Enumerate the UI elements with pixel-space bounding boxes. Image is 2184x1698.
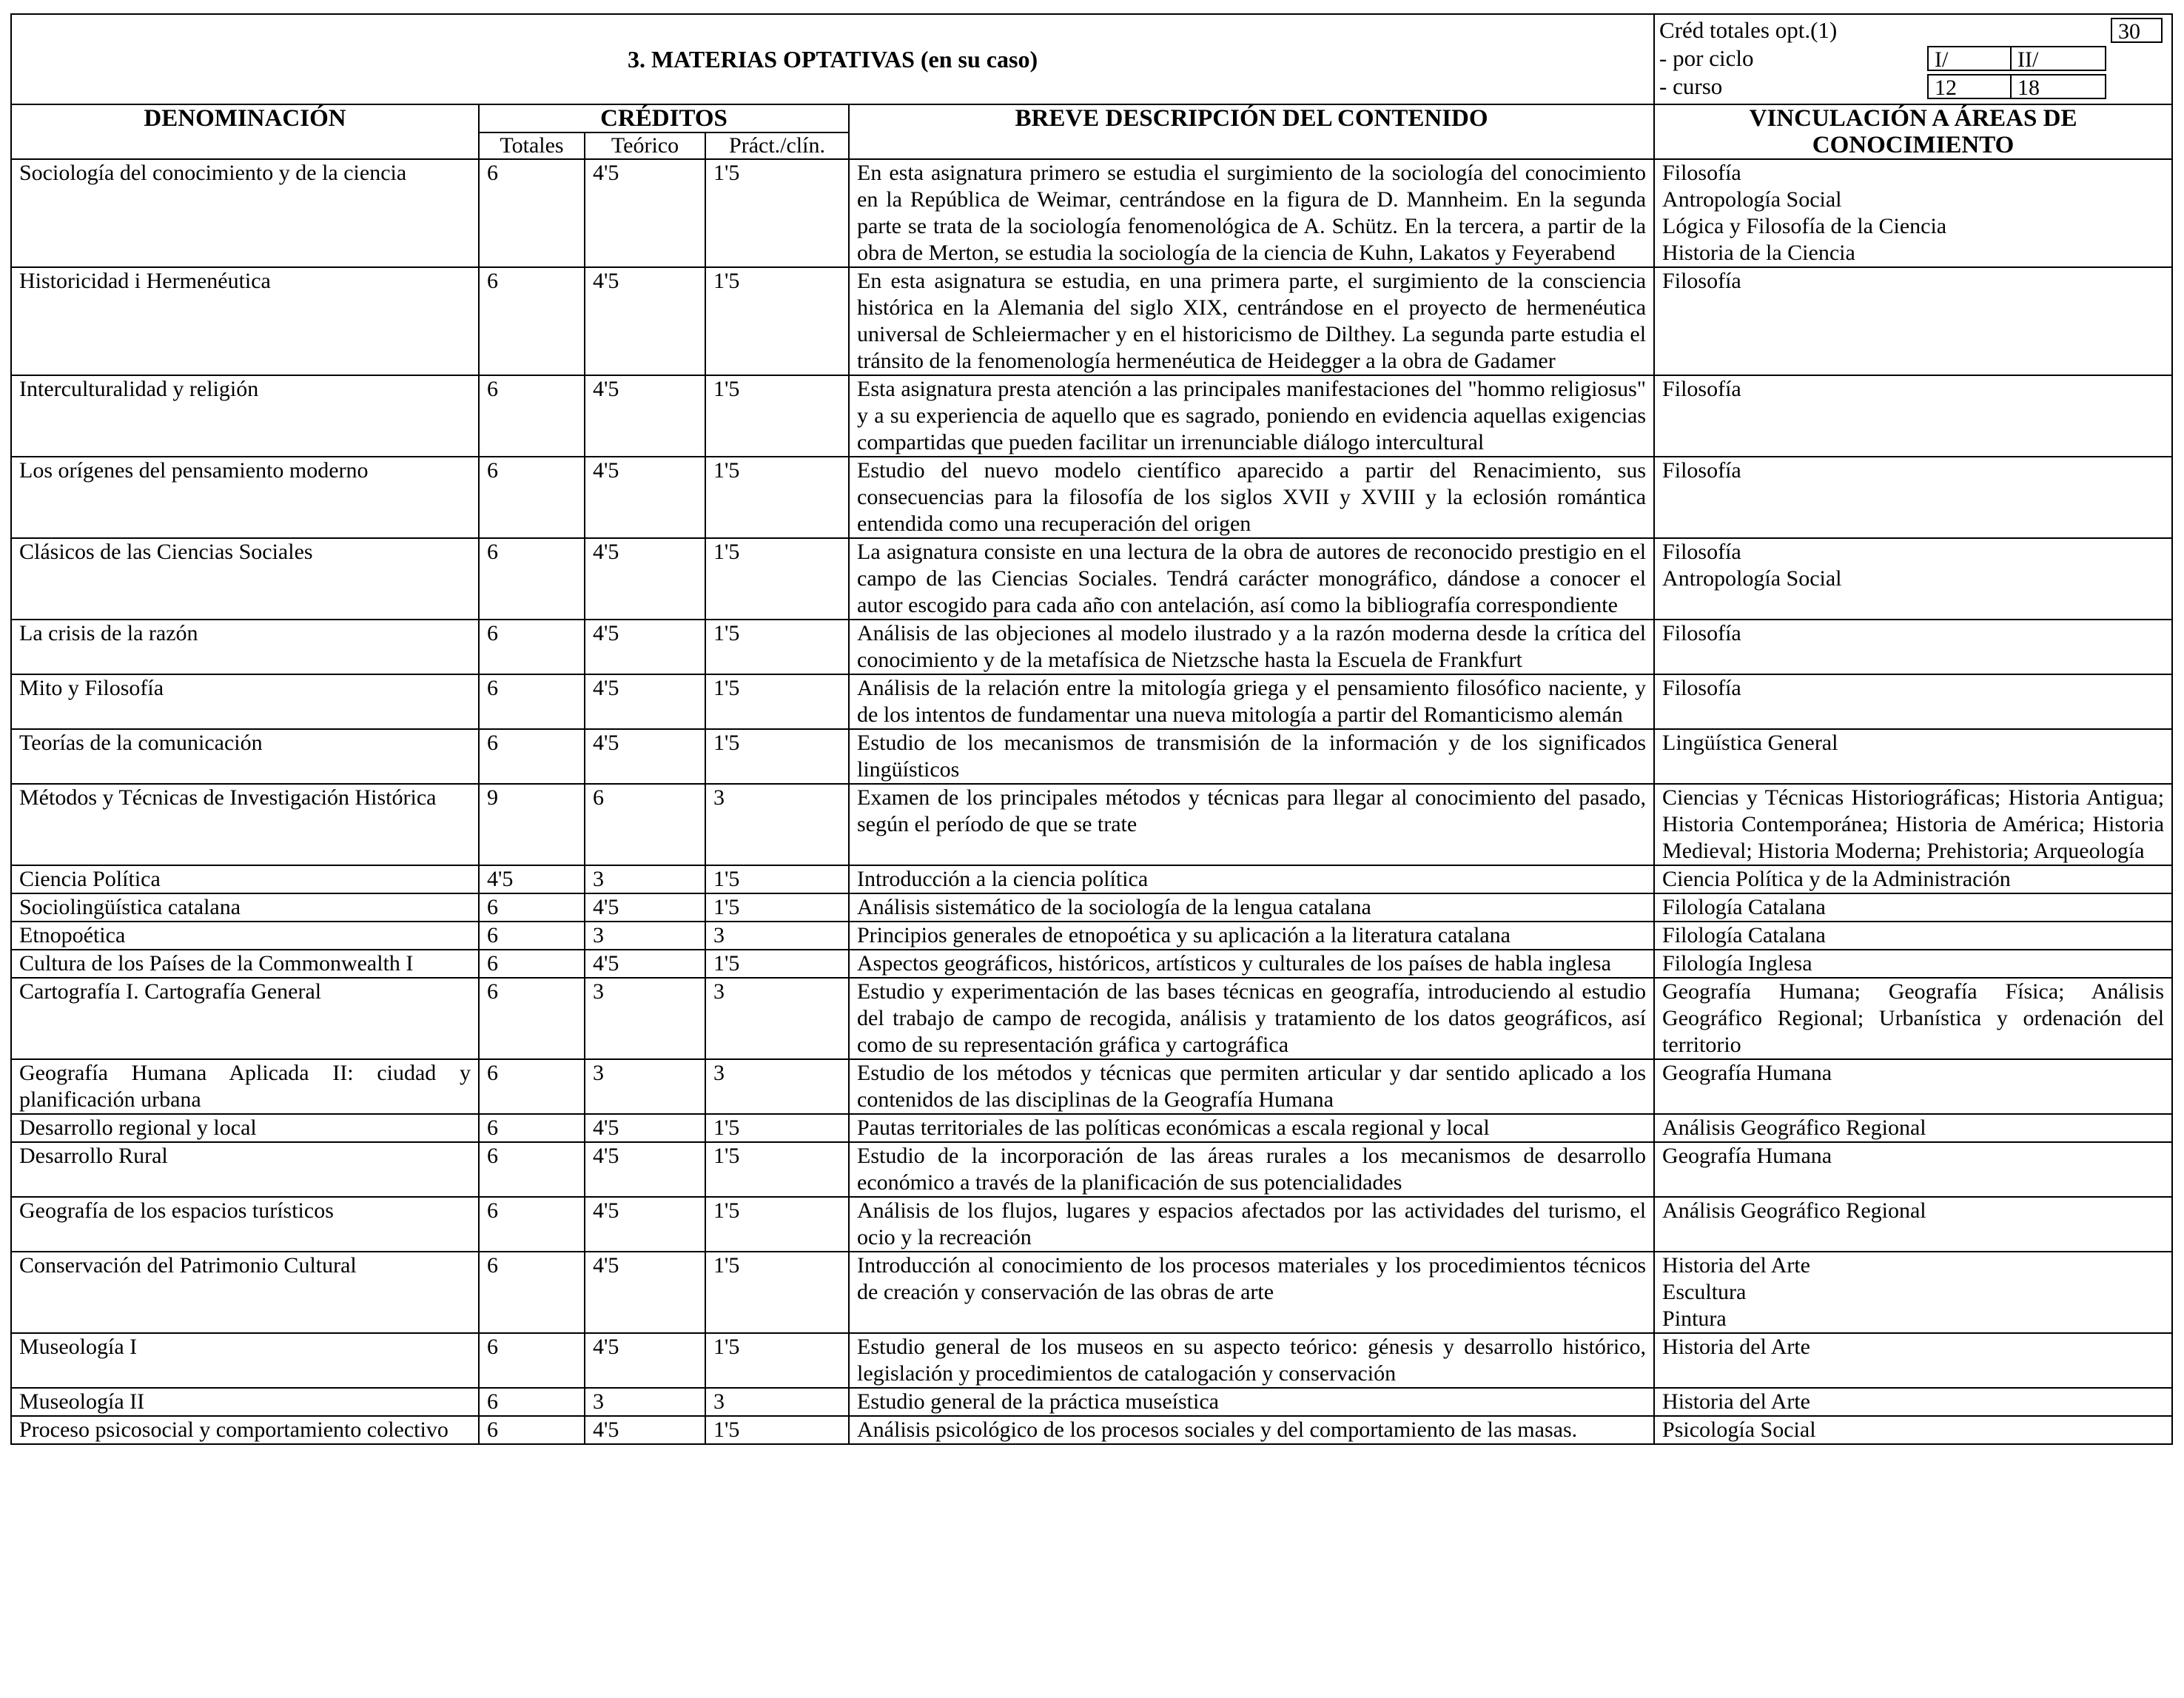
credits-practicos: 1'5 bbox=[705, 1252, 849, 1333]
col-practicos: Práct./clín. bbox=[705, 132, 849, 159]
table-row bbox=[11, 1388, 2172, 1416]
knowledge-area: Lingüística General bbox=[1662, 731, 1838, 755]
credits-teorico: 4'5 bbox=[585, 620, 705, 674]
credits-practicos: 1'5 bbox=[705, 457, 849, 538]
credits-totales: 6 bbox=[479, 674, 585, 729]
table-row bbox=[11, 893, 2172, 922]
credits-teorico: 4'5 bbox=[585, 893, 705, 922]
subject-description: Esta asignatura presta atención a las principales manifestaciones del "hommo religiosus" y a su experiencia de aquello que es sagrado, poniendo en evidencia aquellas exigencias compartidas que pueden facilitar un irrenunciable diálogo intercultural bbox=[849, 375, 1654, 457]
credits-teorico: 6 bbox=[585, 784, 705, 865]
subject-description: Pautas territoriales de las políticas económicas a escala regional y local bbox=[849, 1114, 1654, 1142]
subject-name: Métodos y Técnicas de Investigación Histórica bbox=[11, 784, 479, 865]
subject-description: Análisis de los flujos, lugares y espacios afectados por las actividades del turismo, el ocio y la recreación bbox=[849, 1197, 1654, 1252]
subject-name: Geografía Humana Aplicada II: ciudad y planificación urbana bbox=[11, 1059, 479, 1114]
credits-practicos: 3 bbox=[705, 978, 849, 1059]
credits-practicos: 1'5 bbox=[705, 620, 849, 674]
subject-description: Aspectos geográficos, históricos, artísticos y culturales de los países de habla inglesa bbox=[849, 950, 1654, 978]
knowledge-areas bbox=[1654, 267, 2172, 375]
table-row bbox=[11, 922, 2172, 950]
ciclo-II-value: II/ bbox=[2010, 46, 2106, 71]
knowledge-area: Geografía Humana bbox=[1662, 1144, 1832, 1168]
credits-totales: 9 bbox=[479, 784, 585, 865]
subject-description: La asignatura consiste en una lectura de la obra de autores de reconocido prestigio en el campo de las Ciencias Sociales. Tendrá carácter monográfico, dándose a conocer el autor escogido para cada año con antelación, así como la bibliografía correspondiente bbox=[849, 538, 1654, 620]
subject-name: Sociolingüística catalana bbox=[11, 893, 479, 922]
subject-name: Los orígenes del pensamiento moderno bbox=[11, 457, 479, 538]
credits-teorico: 4'5 bbox=[585, 729, 705, 784]
knowledge-areas bbox=[1654, 674, 2172, 729]
subject-description: Introducción al conocimiento de los procesos materiales y los procedimientos técnicos de creación y conservación de las obras de arte bbox=[849, 1252, 1654, 1333]
col-vinculacion: VINCULACIÓN A ÁREAS DE CONOCIMIENTO bbox=[1654, 104, 2172, 159]
credits-practicos: 1'5 bbox=[705, 1197, 849, 1252]
knowledge-areas bbox=[1654, 784, 2172, 865]
subject-description: Examen de los principales métodos y técnicas para llegar al conocimiento del pasado, según el período de que se trate bbox=[849, 784, 1654, 865]
knowledge-areas bbox=[1654, 1059, 2172, 1114]
credits-teorico: 4'5 bbox=[585, 1142, 705, 1197]
knowledge-area: Filología Catalana bbox=[1662, 923, 1826, 947]
knowledge-areas bbox=[1654, 1197, 2172, 1252]
credits-totales: 4'5 bbox=[479, 865, 585, 893]
subject-name: Museología I bbox=[11, 1333, 479, 1388]
knowledge-areas bbox=[1654, 1416, 2172, 1444]
credits-totales: 6 bbox=[479, 729, 585, 784]
subject-name: Teorías de la comunicación bbox=[11, 729, 479, 784]
table-row bbox=[11, 1142, 2172, 1197]
credits-totales: 6 bbox=[479, 538, 585, 620]
table-row bbox=[11, 1059, 2172, 1114]
credits-totales: 6 bbox=[479, 457, 585, 538]
table-row bbox=[11, 375, 2172, 457]
credits-practicos: 1'5 bbox=[705, 375, 849, 457]
knowledge-areas bbox=[1654, 729, 2172, 784]
subject-description: Análisis de la relación entre la mitología griega y el pensamiento filosófico naciente, y de los intentos de fundamentar una nueva mitología a partir del Romanticismo alemán bbox=[849, 674, 1654, 729]
credits-totales: 6 bbox=[479, 1388, 585, 1416]
table-row bbox=[11, 729, 2172, 784]
knowledge-areas bbox=[1654, 620, 2172, 674]
subject-description: En esta asignatura se estudia, en una primera parte, el surgimiento de la consciencia histórica en la Alemania del siglo XIX, centrándose en el proyecto de hermenéutica universal de Schleiermacher y en el historicismo de Dilthey. La segunda parte estudia el tránsito de la fenomenología hermenéutica de Heidegger a la obra de Gadamer bbox=[849, 267, 1654, 375]
table-row bbox=[11, 159, 2172, 267]
credits-practicos: 1'5 bbox=[705, 950, 849, 978]
subject-name: Etnopoética bbox=[11, 922, 479, 950]
credits-teorico: 4'5 bbox=[585, 159, 705, 267]
credits-totales: 6 bbox=[479, 1059, 585, 1114]
credits-practicos: 3 bbox=[705, 1059, 849, 1114]
table-row bbox=[11, 1197, 2172, 1252]
knowledge-areas bbox=[1654, 1252, 2172, 1333]
credits-practicos: 1'5 bbox=[705, 865, 849, 893]
table-row bbox=[11, 784, 2172, 865]
knowledge-area: Filología Inglesa bbox=[1662, 951, 1812, 976]
subject-name: Historicidad i Hermenéutica bbox=[11, 267, 479, 375]
credits-practicos: 1'5 bbox=[705, 159, 849, 267]
subject-name: Cartografía I. Cartografía General bbox=[11, 978, 479, 1059]
knowledge-areas bbox=[1654, 1333, 2172, 1388]
knowledge-area: Antropología Social bbox=[1662, 187, 1842, 212]
credits-teorico: 4'5 bbox=[585, 538, 705, 620]
knowledge-area: Historia del Arte bbox=[1662, 1335, 1810, 1359]
section-title: 3. MATERIAS OPTATIVAS (en su caso) bbox=[11, 14, 1654, 104]
knowledge-areas bbox=[1654, 893, 2172, 922]
knowledge-areas bbox=[1654, 1388, 2172, 1416]
knowledge-area: Geografía Humana bbox=[1662, 1061, 1832, 1085]
subject-description: Estudio de los métodos y técnicas que permiten articular y dar sentido aplicado a los contenidos de las disciplinas de la Geografía Humana bbox=[849, 1059, 1654, 1114]
credits-teorico: 4'5 bbox=[585, 1416, 705, 1444]
col-totales: Totales bbox=[479, 132, 585, 159]
knowledge-area: Pintura bbox=[1662, 1306, 1727, 1331]
credits-totales: 6 bbox=[479, 375, 585, 457]
credits-teorico: 3 bbox=[585, 1388, 705, 1416]
credits-summary-box bbox=[1654, 14, 2172, 104]
col-teorico: Teórico bbox=[585, 132, 705, 159]
credits-practicos: 1'5 bbox=[705, 1333, 849, 1388]
table-row bbox=[11, 674, 2172, 729]
subjects-body bbox=[11, 159, 2172, 1444]
curso-label: - curso bbox=[1659, 73, 1723, 99]
knowledge-area: Ciencia Política y de la Administración bbox=[1662, 867, 2011, 891]
subject-description: Estudio y experimentación de las bases técnicas en geografía, introduciendo al estudio del trabajo de campo de recogida, análisis y tratamiento de los datos geográficos, así como de su representación gráfica y cartográfica bbox=[849, 978, 1654, 1059]
credits-practicos: 3 bbox=[705, 784, 849, 865]
optional-subjects-table bbox=[10, 13, 2173, 1445]
subject-name: Proceso psicosocial y comportamiento colectivo bbox=[11, 1416, 479, 1444]
subject-description: Principios generales de etnopoética y su aplicación a la literatura catalana bbox=[849, 922, 1654, 950]
column-header-row bbox=[11, 104, 2172, 132]
table-row bbox=[11, 978, 2172, 1059]
knowledge-areas bbox=[1654, 159, 2172, 267]
subject-name: Museología II bbox=[11, 1388, 479, 1416]
credits-teorico: 4'5 bbox=[585, 1333, 705, 1388]
knowledge-area: Historia del Arte bbox=[1662, 1389, 1810, 1414]
ciclo-I-value: I/ bbox=[1927, 46, 2012, 71]
knowledge-area: Psicología Social bbox=[1662, 1417, 1816, 1442]
credits-teorico: 4'5 bbox=[585, 375, 705, 457]
credits-teorico: 3 bbox=[585, 1059, 705, 1114]
table-row bbox=[11, 267, 2172, 375]
subject-name: Desarrollo regional y local bbox=[11, 1114, 479, 1142]
credits-practicos: 1'5 bbox=[705, 1114, 849, 1142]
knowledge-areas bbox=[1654, 922, 2172, 950]
credits-totales: 6 bbox=[479, 978, 585, 1059]
knowledge-areas bbox=[1654, 1142, 2172, 1197]
credits-teorico: 4'5 bbox=[585, 950, 705, 978]
credits-teorico: 4'5 bbox=[585, 1252, 705, 1333]
credits-practicos: 1'5 bbox=[705, 538, 849, 620]
table-row bbox=[11, 538, 2172, 620]
knowledge-area: Filosofía bbox=[1662, 458, 1741, 483]
knowledge-areas bbox=[1654, 375, 2172, 457]
credits-totales: 6 bbox=[479, 1416, 585, 1444]
credits-totales: 6 bbox=[479, 1142, 585, 1197]
subject-description: Estudio general de la práctica museística bbox=[849, 1388, 1654, 1416]
subject-description: Introducción a la ciencia política bbox=[849, 865, 1654, 893]
credits-practicos: 1'5 bbox=[705, 674, 849, 729]
knowledge-area: Escultura bbox=[1662, 1280, 1747, 1304]
credits-practicos: 1'5 bbox=[705, 267, 849, 375]
credits-teorico: 4'5 bbox=[585, 457, 705, 538]
table-row bbox=[11, 457, 2172, 538]
credits-teorico: 3 bbox=[585, 978, 705, 1059]
knowledge-area: Filosofía bbox=[1662, 269, 1741, 293]
por-ciclo-label: - por ciclo bbox=[1659, 45, 1754, 71]
subject-description: Estudio de la incorporación de las áreas rurales a los mecanismos de desarrollo económico a través de la planificación de sus potencialidades bbox=[849, 1142, 1654, 1197]
knowledge-area: Filosofía bbox=[1662, 161, 1741, 185]
credits-teorico: 4'5 bbox=[585, 674, 705, 729]
cred-totales-value: 30 bbox=[2111, 18, 2163, 43]
knowledge-areas bbox=[1654, 978, 2172, 1059]
knowledge-area: Filosofía bbox=[1662, 676, 1741, 700]
credits-practicos: 1'5 bbox=[705, 1416, 849, 1444]
knowledge-area: Lógica y Filosofía de la Ciencia bbox=[1662, 214, 1947, 238]
credits-practicos: 1'5 bbox=[705, 729, 849, 784]
knowledge-area: Antropología Social bbox=[1662, 566, 1842, 591]
subject-name: Desarrollo Rural bbox=[11, 1142, 479, 1197]
credits-totales: 6 bbox=[479, 159, 585, 267]
col-creditos: CRÉDITOS bbox=[479, 104, 849, 132]
knowledge-area: Filología Catalana bbox=[1662, 895, 1826, 919]
credits-teorico: 3 bbox=[585, 922, 705, 950]
table-row bbox=[11, 1252, 2172, 1333]
subject-description: Estudio del nuevo modelo científico aparecido a partir del Renacimiento, sus consecuencias para la filosofía de los siglos XVII y XVIII y la eclosión romántica entendida como una recuperación del origen bbox=[849, 457, 1654, 538]
knowledge-areas bbox=[1654, 1114, 2172, 1142]
knowledge-area: Análisis Geográfico Regional bbox=[1662, 1198, 1926, 1223]
credits-totales: 6 bbox=[479, 267, 585, 375]
credits-totales: 6 bbox=[479, 1252, 585, 1333]
subject-name: Interculturalidad y religión bbox=[11, 375, 479, 457]
table-row bbox=[11, 865, 2172, 893]
knowledge-areas bbox=[1654, 950, 2172, 978]
subject-name: Sociología del conocimiento y de la ciencia bbox=[11, 159, 479, 267]
subject-name: Mito y Filosofía bbox=[11, 674, 479, 729]
table-row bbox=[11, 620, 2172, 674]
table-row bbox=[11, 1333, 2172, 1388]
knowledge-area: Geografía Humana; Geografía Física; Análisis Geográfico Regional; Urbanística y ordenación del territorio bbox=[1662, 979, 2165, 1057]
curso-b-value: 18 bbox=[2010, 74, 2106, 99]
knowledge-area: Filosofía bbox=[1662, 377, 1741, 401]
credits-totales: 6 bbox=[479, 1114, 585, 1142]
knowledge-area: Ciencias y Técnicas Historiográficas; Historia Antigua; Historia Contemporánea; Historia de América; Historia Medieval; Historia Moderna; Prehistoria; Arqueología bbox=[1662, 785, 2165, 863]
table-row bbox=[11, 1114, 2172, 1142]
subject-description: Análisis de las objeciones al modelo ilustrado y a la razón moderna desde la crítica del conocimiento y de la metafísica de Nietzsche hasta la Escuela de Frankfurt bbox=[849, 620, 1654, 674]
credits-teorico: 4'5 bbox=[585, 1114, 705, 1142]
cred-totales-label: Créd totales opt.(1) bbox=[1659, 17, 1838, 43]
knowledge-areas bbox=[1654, 457, 2172, 538]
knowledge-area: Historia de la Ciencia bbox=[1662, 241, 1855, 265]
credits-teorico: 3 bbox=[585, 865, 705, 893]
credits-practicos: 1'5 bbox=[705, 893, 849, 922]
col-denominacion: DENOMINACIÓN bbox=[11, 104, 479, 159]
credits-totales: 6 bbox=[479, 1197, 585, 1252]
subject-description: Análisis sistemático de la sociología de la lengua catalana bbox=[849, 893, 1654, 922]
optional-subjects-sheet bbox=[10, 13, 2171, 1445]
knowledge-area: Filosofía bbox=[1662, 621, 1741, 645]
credits-totales: 6 bbox=[479, 620, 585, 674]
credits-practicos: 3 bbox=[705, 922, 849, 950]
curso-a-value: 12 bbox=[1927, 74, 2012, 99]
knowledge-area: Filosofía bbox=[1662, 540, 1741, 564]
subject-name: Clásicos de las Ciencias Sociales bbox=[11, 538, 479, 620]
subject-description: Estudio de los mecanismos de transmisión de la información y de los significados lingüísticos bbox=[849, 729, 1654, 784]
credits-totales: 6 bbox=[479, 1333, 585, 1388]
credits-practicos: 3 bbox=[705, 1388, 849, 1416]
col-descripcion: BREVE DESCRIPCIÓN DEL CONTENIDO bbox=[849, 104, 1654, 159]
subject-name: Cultura de los Países de la Commonwealth I bbox=[11, 950, 479, 978]
credits-totales: 6 bbox=[479, 922, 585, 950]
subject-name: Geografía de los espacios turísticos bbox=[11, 1197, 479, 1252]
credits-teorico: 4'5 bbox=[585, 267, 705, 375]
knowledge-area: Historia del Arte bbox=[1662, 1253, 1810, 1278]
subject-description: Análisis psicológico de los procesos sociales y del comportamiento de las masas. bbox=[849, 1416, 1654, 1444]
knowledge-areas bbox=[1654, 865, 2172, 893]
subject-description: En esta asignatura primero se estudia el surgimiento de la sociología del conocimiento en la República de Weimar, centrándose en la figura de D. Mannheim. En la segunda parte se trata de la sociología fenomenológica de A. Schütz. En la tercera, a partir de la obra de Merton, se estudia la sociología de la ciencia de Kuhn, Lakatos y Feyerabend bbox=[849, 159, 1654, 267]
credits-teorico: 4'5 bbox=[585, 1197, 705, 1252]
knowledge-areas bbox=[1654, 538, 2172, 620]
credits-totales: 6 bbox=[479, 893, 585, 922]
subject-name: Ciencia Política bbox=[11, 865, 479, 893]
credits-practicos: 1'5 bbox=[705, 1142, 849, 1197]
subject-name: Conservación del Patrimonio Cultural bbox=[11, 1252, 479, 1333]
credits-totales: 6 bbox=[479, 950, 585, 978]
subject-description: Estudio general de los museos en su aspecto teórico: génesis y desarrollo histórico, legislación y procedimientos de catalogación y conservación bbox=[849, 1333, 1654, 1388]
table-row bbox=[11, 1416, 2172, 1444]
subject-name: La crisis de la razón bbox=[11, 620, 479, 674]
title-row bbox=[11, 14, 2172, 104]
knowledge-area: Análisis Geográfico Regional bbox=[1662, 1115, 1926, 1140]
table-row bbox=[11, 950, 2172, 978]
